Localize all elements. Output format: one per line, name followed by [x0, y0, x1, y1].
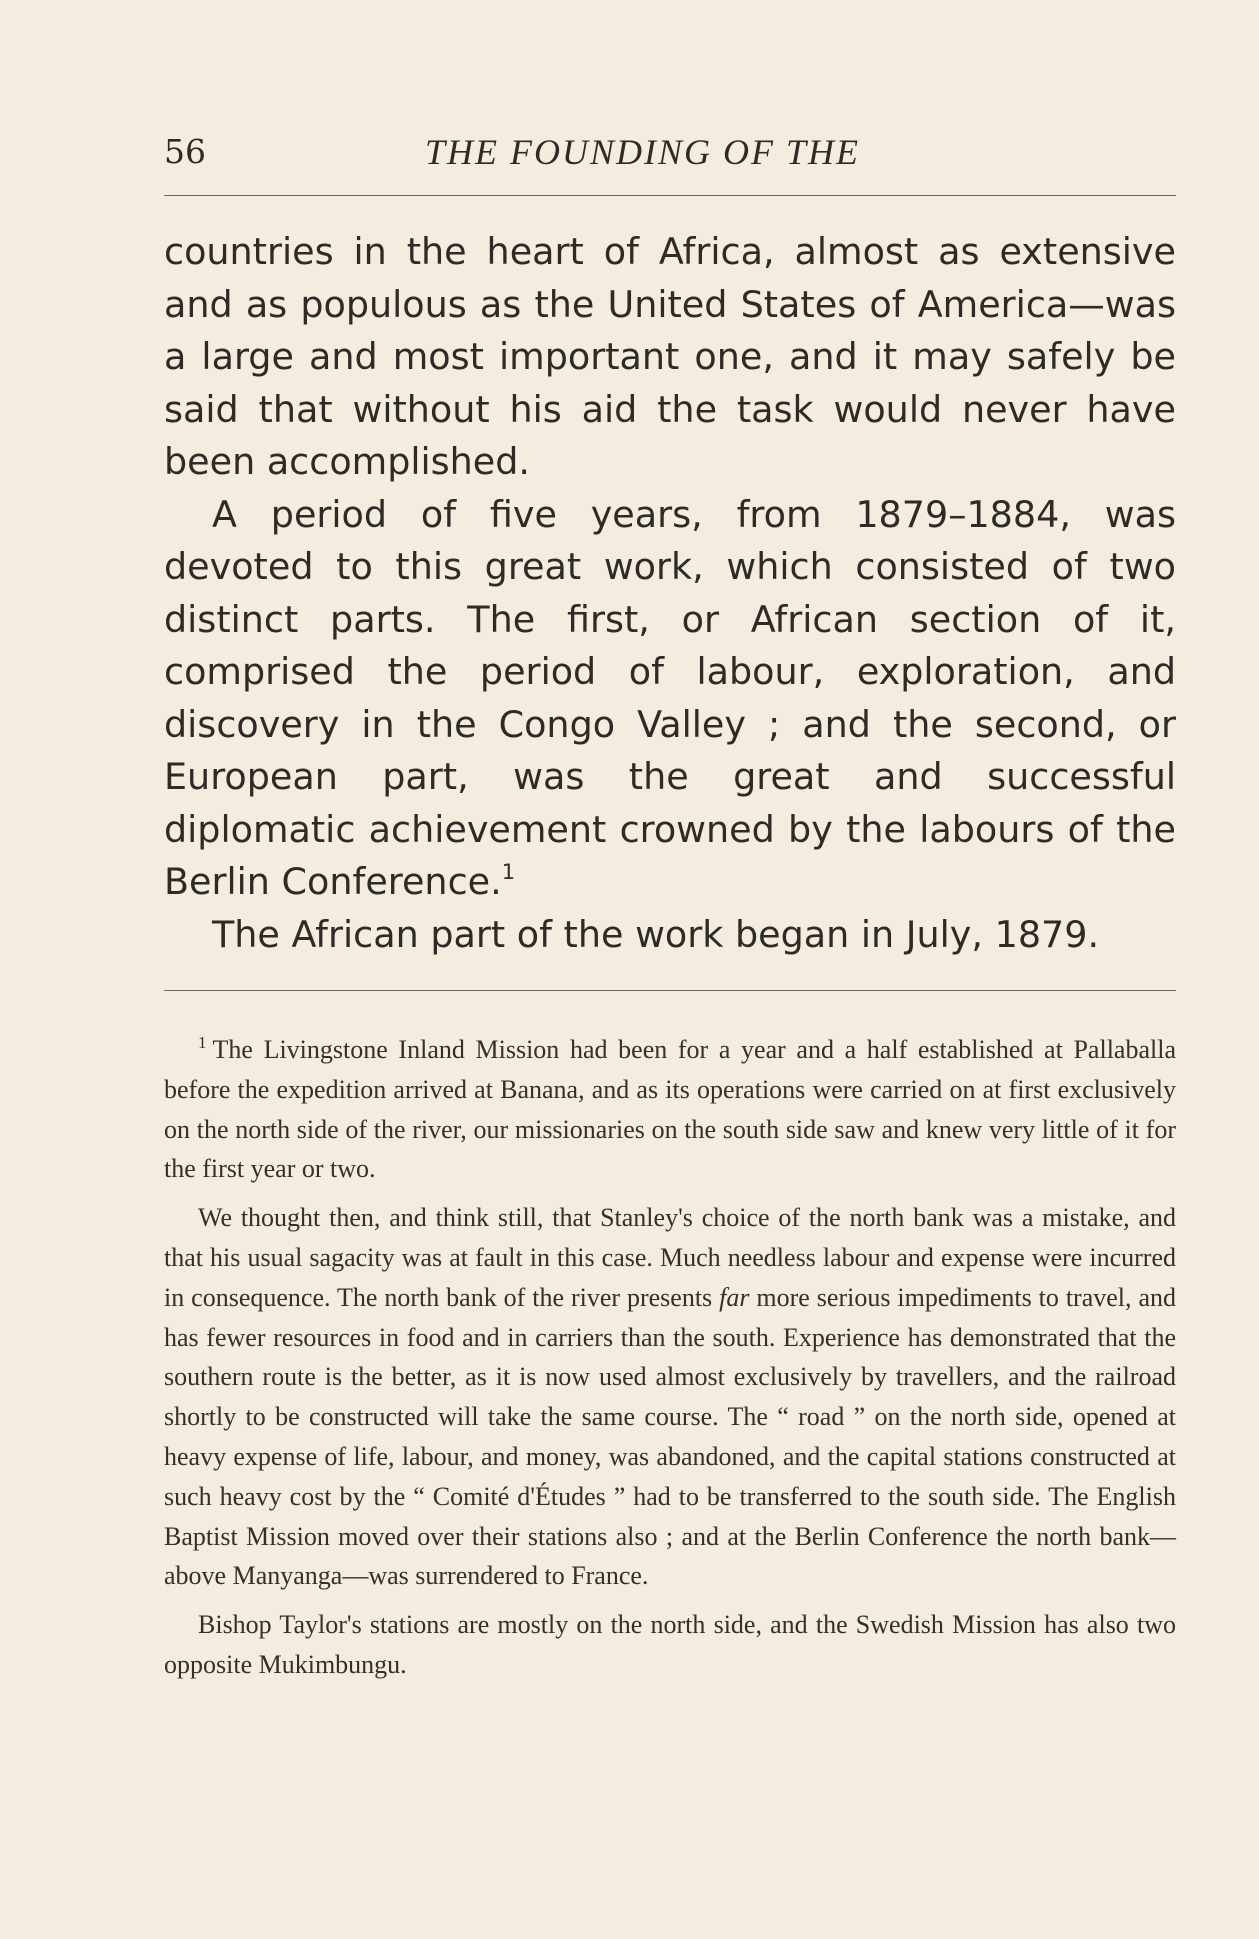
footnote-reference: 1: [501, 860, 516, 884]
footnote-2-text-a: We thought then, and think still, that Stanley's choice of the north bank was a mistake, and that his usual sagacity was at fault in this case. Much needless labour and expense were incurred in consequence. The north bank of the river presents: [164, 1203, 1176, 1312]
paragraph-1: countries in the heart of Africa, almost as extensive and as populous as the United States of America—was a large and most important one, and it may safely be said that without his aid the task would never have been accomplished.: [164, 230, 1176, 483]
running-title: THE FOUNDING OF THE: [425, 132, 861, 172]
paragraph-3: The African part of the work began in July, 1879.: [212, 912, 1100, 956]
footnote-3: Bishop Taylor's stations are mostly on the north side, and the Swedish Mission has also two opposite Mukimbungu.: [164, 1610, 1176, 1679]
footnote-2: [164, 1198, 1176, 1596]
running-head: [164, 132, 1176, 176]
header-rule: [164, 195, 1176, 196]
footnote-marker: 1: [198, 1033, 207, 1052]
main-text: [164, 226, 1176, 961]
page-number: 56: [164, 132, 206, 171]
footnote-rule: [164, 990, 1176, 991]
footnote-1-text: The Livingstone Inland Mission had been for a year and a half established at Pallaballa before the expedition arrived at Banana, and as its operations were carried on at first exclusively on the north side of the river, our missionaries on the south side saw and knew very little of it for the first year or two.: [164, 1035, 1176, 1184]
footnote-1: [164, 1030, 1176, 1189]
paragraph-2: [164, 489, 1176, 909]
footnotes: [164, 1030, 1176, 1694]
footnote-2-text-b: more serious impediments to travel, and has fewer resources in food and in carriers than the south. Experience has demonstrated that the southern route is the better, as it is now used almost exclusively by travellers, and the railroad shortly to be constructed will take the same course. The “ road ” on the north side, opened at heavy expense of life, labour, and money, was abandoned, and the capital stations constructed at such heavy cost by the “ Comité d'Études ” had to be transferred to the south side. The English Baptist Mission moved over their stations also ; and at the Berlin Conference the north bank—above Manyanga—was surrendered to France.: [164, 1282, 1176, 1591]
paragraph-2-text: A period of five years, from 1879–1884, was devoted to this great work, which consisted of two distinct parts. The first, or African section of it, comprised the period of labour, exploration, and discovery in the Congo Valley ; and the second, or European part, was the great and successful diplomatic achievement crowned by the labours of the Berlin Conference.: [164, 492, 1176, 903]
footnote-2-emphasis: far: [719, 1282, 750, 1312]
